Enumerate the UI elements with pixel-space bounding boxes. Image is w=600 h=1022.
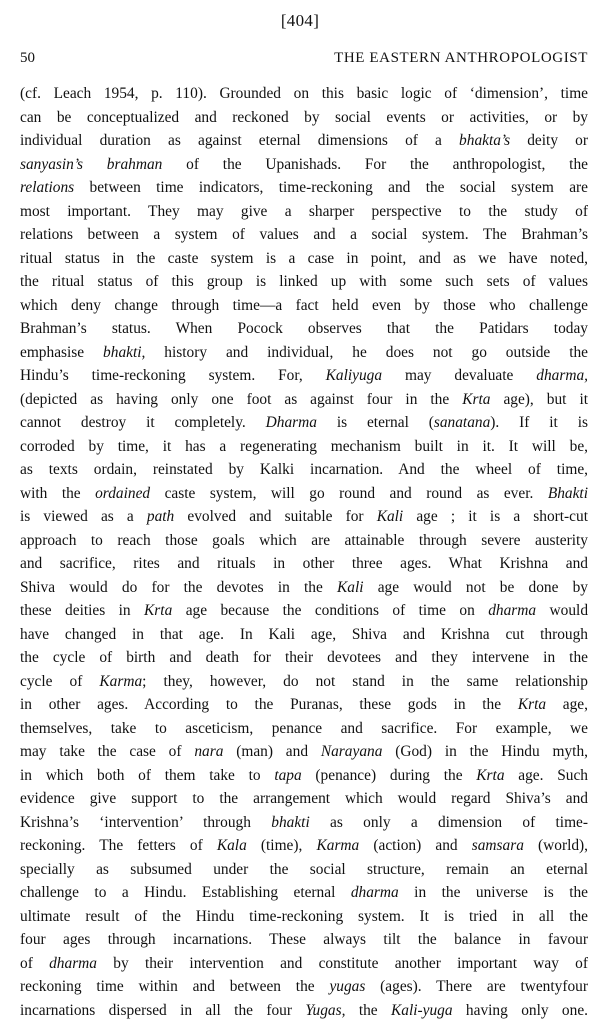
text-run: between time indicators, time-reckoning and the social system are bbox=[74, 179, 588, 196]
text-line bbox=[20, 411, 588, 435]
italic-term: samsara bbox=[472, 837, 524, 854]
text-line bbox=[20, 223, 588, 247]
italic-term: Krta bbox=[518, 696, 546, 713]
text-run: (world), bbox=[524, 837, 588, 854]
text-line bbox=[20, 999, 588, 1022]
text-run: cycle of bbox=[20, 673, 99, 690]
text-run: (ages). There are twentyfour bbox=[365, 978, 588, 995]
text-run: ; they, however, do not stand in the same relationship bbox=[142, 673, 588, 690]
italic-term: Kala bbox=[217, 837, 247, 854]
text-run: Hindu’s time-reckoning system. For, bbox=[20, 367, 326, 384]
text-run: of bbox=[20, 955, 49, 972]
text-line bbox=[20, 129, 588, 153]
text-line bbox=[20, 294, 588, 318]
text-line bbox=[20, 106, 588, 130]
text-line bbox=[20, 82, 588, 106]
text-run: may devaluate bbox=[382, 367, 536, 384]
text-run: age. Such bbox=[505, 767, 588, 784]
text-run: (penance) during the bbox=[302, 767, 477, 784]
text-line bbox=[20, 270, 588, 294]
text-run: Shiva would do for the devotes in the bbox=[20, 579, 337, 596]
text-line bbox=[20, 952, 588, 976]
text-run: caste system, will go round and round as ever. bbox=[150, 485, 548, 502]
text-run: age would not be done by bbox=[364, 579, 588, 596]
text-line bbox=[20, 858, 588, 882]
text-run: by their intervention and constitute another important way of bbox=[97, 955, 588, 972]
text-line bbox=[20, 482, 588, 506]
italic-term: nara bbox=[194, 743, 223, 760]
text-line bbox=[20, 200, 588, 224]
text-line bbox=[20, 153, 588, 177]
text-run: in other ages. According to the Puranas, these gods in the bbox=[20, 696, 518, 713]
italic-term: Yugas, bbox=[305, 1002, 345, 1019]
text-run: (time), bbox=[247, 837, 317, 854]
text-run: the cycle of birth and death for their devotees and they intervene in the bbox=[20, 649, 588, 666]
italic-term: relations bbox=[20, 179, 74, 196]
text-run: four ages through incarnations. These always tilt the balance in favour bbox=[20, 931, 588, 948]
text-run: evolved and suitable for bbox=[174, 508, 376, 525]
text-run: age), but it bbox=[490, 391, 588, 408]
text-run: age ; it is a short-cut bbox=[403, 508, 588, 525]
italic-term: path bbox=[147, 508, 174, 525]
italic-term: Kaliyuga bbox=[326, 367, 382, 384]
italic-term: Dharma bbox=[266, 414, 317, 431]
text-run: (man) and bbox=[223, 743, 320, 760]
text-line bbox=[20, 341, 588, 365]
text-line bbox=[20, 623, 588, 647]
text-line bbox=[20, 811, 588, 835]
text-line bbox=[20, 458, 588, 482]
text-run: corroded by time, it has a regenerating mechanism built in it. It will be, bbox=[20, 438, 588, 455]
text-run: having only one. bbox=[453, 1002, 588, 1019]
journal-title: THE EASTERN ANTHROPOLOGIST bbox=[334, 50, 588, 67]
text-line bbox=[20, 576, 588, 600]
text-run: (action) and bbox=[359, 837, 471, 854]
text-run: history and individual, he does not go outside the bbox=[145, 344, 588, 361]
text-line bbox=[20, 975, 588, 999]
italic-term: Bhakti bbox=[548, 485, 588, 502]
text-line bbox=[20, 764, 588, 788]
text-run: which deny change through time—a fact held even by those who challenge bbox=[20, 297, 588, 314]
text-line bbox=[20, 364, 588, 388]
text-line bbox=[20, 740, 588, 764]
text-line bbox=[20, 905, 588, 929]
text-run: these deities in bbox=[20, 602, 144, 619]
body-text bbox=[20, 82, 588, 1022]
text-run: in which both of them take to bbox=[20, 767, 274, 784]
italic-term: Krta bbox=[144, 602, 172, 619]
text-line bbox=[20, 247, 588, 271]
text-run: would bbox=[536, 602, 588, 619]
italic-term: dharma bbox=[488, 602, 536, 619]
italic-term: sanyasin’s brahman bbox=[20, 156, 162, 173]
text-run: themselves, take to asceticism, penance and sacrifice. For example, we bbox=[20, 720, 588, 737]
italic-term: yugas bbox=[329, 978, 365, 995]
italic-term: Krta bbox=[476, 767, 504, 784]
italic-term: bhakta’s bbox=[459, 132, 510, 149]
text-run: the bbox=[345, 1002, 391, 1019]
text-line bbox=[20, 529, 588, 553]
text-run: cannot destroy it completely. bbox=[20, 414, 266, 431]
text-line bbox=[20, 646, 588, 670]
page-number: [404] bbox=[0, 11, 600, 31]
text-run: individual duration as against eternal dimensions of a bbox=[20, 132, 459, 149]
italic-term: Kali bbox=[337, 579, 364, 596]
italic-term: Karma bbox=[99, 673, 142, 690]
italic-term: Kali-yuga bbox=[391, 1002, 453, 1019]
text-line bbox=[20, 599, 588, 623]
text-run: most important. They may give a sharper perspective to the study of bbox=[20, 203, 588, 220]
text-run: challenge to a Hindu. Establishing eternal bbox=[20, 884, 351, 901]
text-run: ). If it is bbox=[490, 414, 588, 431]
italic-term: bhakti bbox=[271, 814, 309, 831]
text-run: relations between a system of values and a social system. The Brahman’s bbox=[20, 226, 588, 243]
italic-term: dharma bbox=[351, 884, 399, 901]
text-run: as texts ordain, reinstated by Kalki incarnation. And the wheel of time, bbox=[20, 461, 588, 478]
text-run: (God) in the Hindu myth, bbox=[382, 743, 588, 760]
italic-term: dharma bbox=[49, 955, 97, 972]
text-run: may take the case of bbox=[20, 743, 194, 760]
italic-term: Kali bbox=[377, 508, 404, 525]
text-run: can be conceptualized and reckoned by social events or activities, or by bbox=[20, 109, 588, 126]
text-run: is eternal ( bbox=[317, 414, 434, 431]
text-line bbox=[20, 881, 588, 905]
text-run: reckoning time within and between the bbox=[20, 978, 329, 995]
text-run: age, bbox=[546, 696, 588, 713]
text-run: as only a dimension of time- bbox=[310, 814, 588, 831]
text-line bbox=[20, 834, 588, 858]
text-line bbox=[20, 717, 588, 741]
text-line bbox=[20, 787, 588, 811]
text-line bbox=[20, 552, 588, 576]
text-run: age because the conditions of time on bbox=[172, 602, 488, 619]
running-header bbox=[20, 50, 588, 72]
text-run: of the Upanishads. For the anthropologist, the bbox=[162, 156, 588, 173]
italic-term: Karma bbox=[316, 837, 359, 854]
text-run: specially as subsumed under the social structure, remain an eternal bbox=[20, 861, 588, 878]
italic-term: Narayana bbox=[321, 743, 383, 760]
text-run: and sacrifice, rites and rituals in other three ages. What Krishna and bbox=[20, 555, 588, 572]
text-line bbox=[20, 505, 588, 529]
text-line bbox=[20, 693, 588, 717]
text-run: ultimate result of the Hindu time-reckoning system. It is tried in all the bbox=[20, 908, 588, 925]
italic-term: bhakti, bbox=[103, 344, 145, 361]
text-run: (cf. Leach 1954, p. 110). Grounded on this basic logic of ‘dimension’, time bbox=[20, 85, 588, 102]
text-run: (depicted as having only one foot as against four in the bbox=[20, 391, 462, 408]
text-run: ritual status in the caste system is a case in point, and as we have noted, bbox=[20, 250, 588, 267]
text-run: evidence give support to the arrangement which would regard Shiva’s and bbox=[20, 790, 588, 807]
text-line bbox=[20, 435, 588, 459]
text-line bbox=[20, 928, 588, 952]
italic-term: sanatana bbox=[434, 414, 490, 431]
text-run: the ritual status of this group is linked up with some such sets of values bbox=[20, 273, 588, 290]
text-run: with the bbox=[20, 485, 95, 502]
italic-term: dharma, bbox=[536, 367, 588, 384]
text-run: Brahman’s status. When Pocock observes that the Patidars today bbox=[20, 320, 588, 337]
text-run: emphasise bbox=[20, 344, 103, 361]
text-run: incarnations dispersed in all the four bbox=[20, 1002, 305, 1019]
italic-term: tapa bbox=[274, 767, 301, 784]
text-run: approach to reach those goals which are attainable through severe austerity bbox=[20, 532, 588, 549]
text-run: deity or bbox=[510, 132, 588, 149]
text-run: have changed in that age. In Kali age, Shiva and Krishna cut through bbox=[20, 626, 588, 643]
text-line bbox=[20, 388, 588, 412]
italic-term: ordained bbox=[95, 485, 150, 502]
text-run: is viewed as a bbox=[20, 508, 147, 525]
text-run: reckoning. The fetters of bbox=[20, 837, 217, 854]
text-line bbox=[20, 317, 588, 341]
text-run: Krishna’s ‘intervention’ through bbox=[20, 814, 271, 831]
text-line bbox=[20, 670, 588, 694]
text-line bbox=[20, 176, 588, 200]
folio: 50 bbox=[20, 50, 35, 67]
italic-term: Krta bbox=[462, 391, 490, 408]
text-run: in the universe is the bbox=[399, 884, 588, 901]
